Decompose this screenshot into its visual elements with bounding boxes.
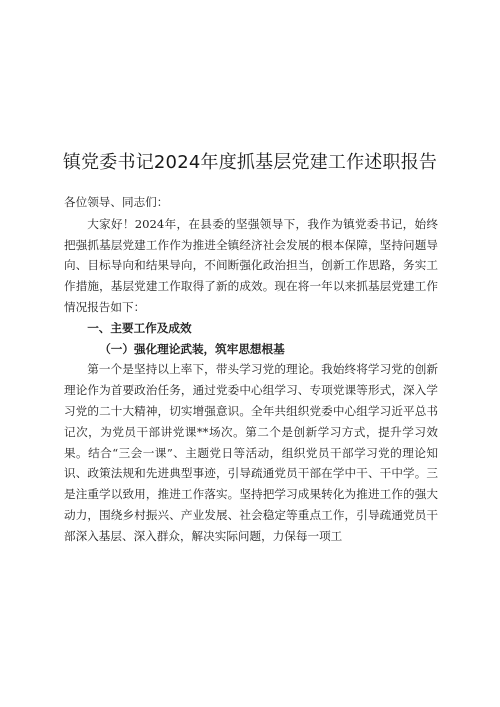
intro-paragraph: 大家好！2024年，在县委的坚强领导下，我作为镇党委书记，始终把强抓基层党建工作作为推进全镇经济社会发展的根本保障，坚持问题导向、目标导向和结果导向，不间断强化政治担当，创新工作思路，务实工作措施，基层党建工作取得了新的成效。现在将一年以来抓基层党建工作情况报告如下：: [64, 216, 438, 314]
section-heading: 一、主要工作及成效: [87, 320, 192, 335]
document-title: 镇党委书记2024年度抓基层党建工作述职报告: [62, 152, 438, 173]
document-body: [64, 192, 438, 547]
subsection-paragraph: 第一个是坚持以上率下，带头学习党的理论。我始终将学习党的创新理论作为首要政治任务，通过党委中心组学习、专项党课等形式，深入学习党的二十大精神，切实增强意识。全年共组织党委中心组学习近平总书记次，为党员干部讲党课**场次。第二个是创新学习方式，提升学习效果。结合“三会一课”、主题党日等活动，组织党员干部学习党的理论知识、政策法规和先进典型事迹，引导疏通党员干部在学中干、干中学。三是注重学以致用，推进工作落实。坚持把学习成果转化为推进工作的强大动力，围绕乡村振兴、产业发展、社会稳定等重点工作，引导疏通党员干部深入基层、深入群众，解决实际问题，力保每一项工: [64, 362, 438, 543]
salutation: 各位领导、同志们：: [64, 195, 169, 209]
subsection-heading: （一）强化理论武装，筑牢思想根基: [99, 341, 285, 356]
